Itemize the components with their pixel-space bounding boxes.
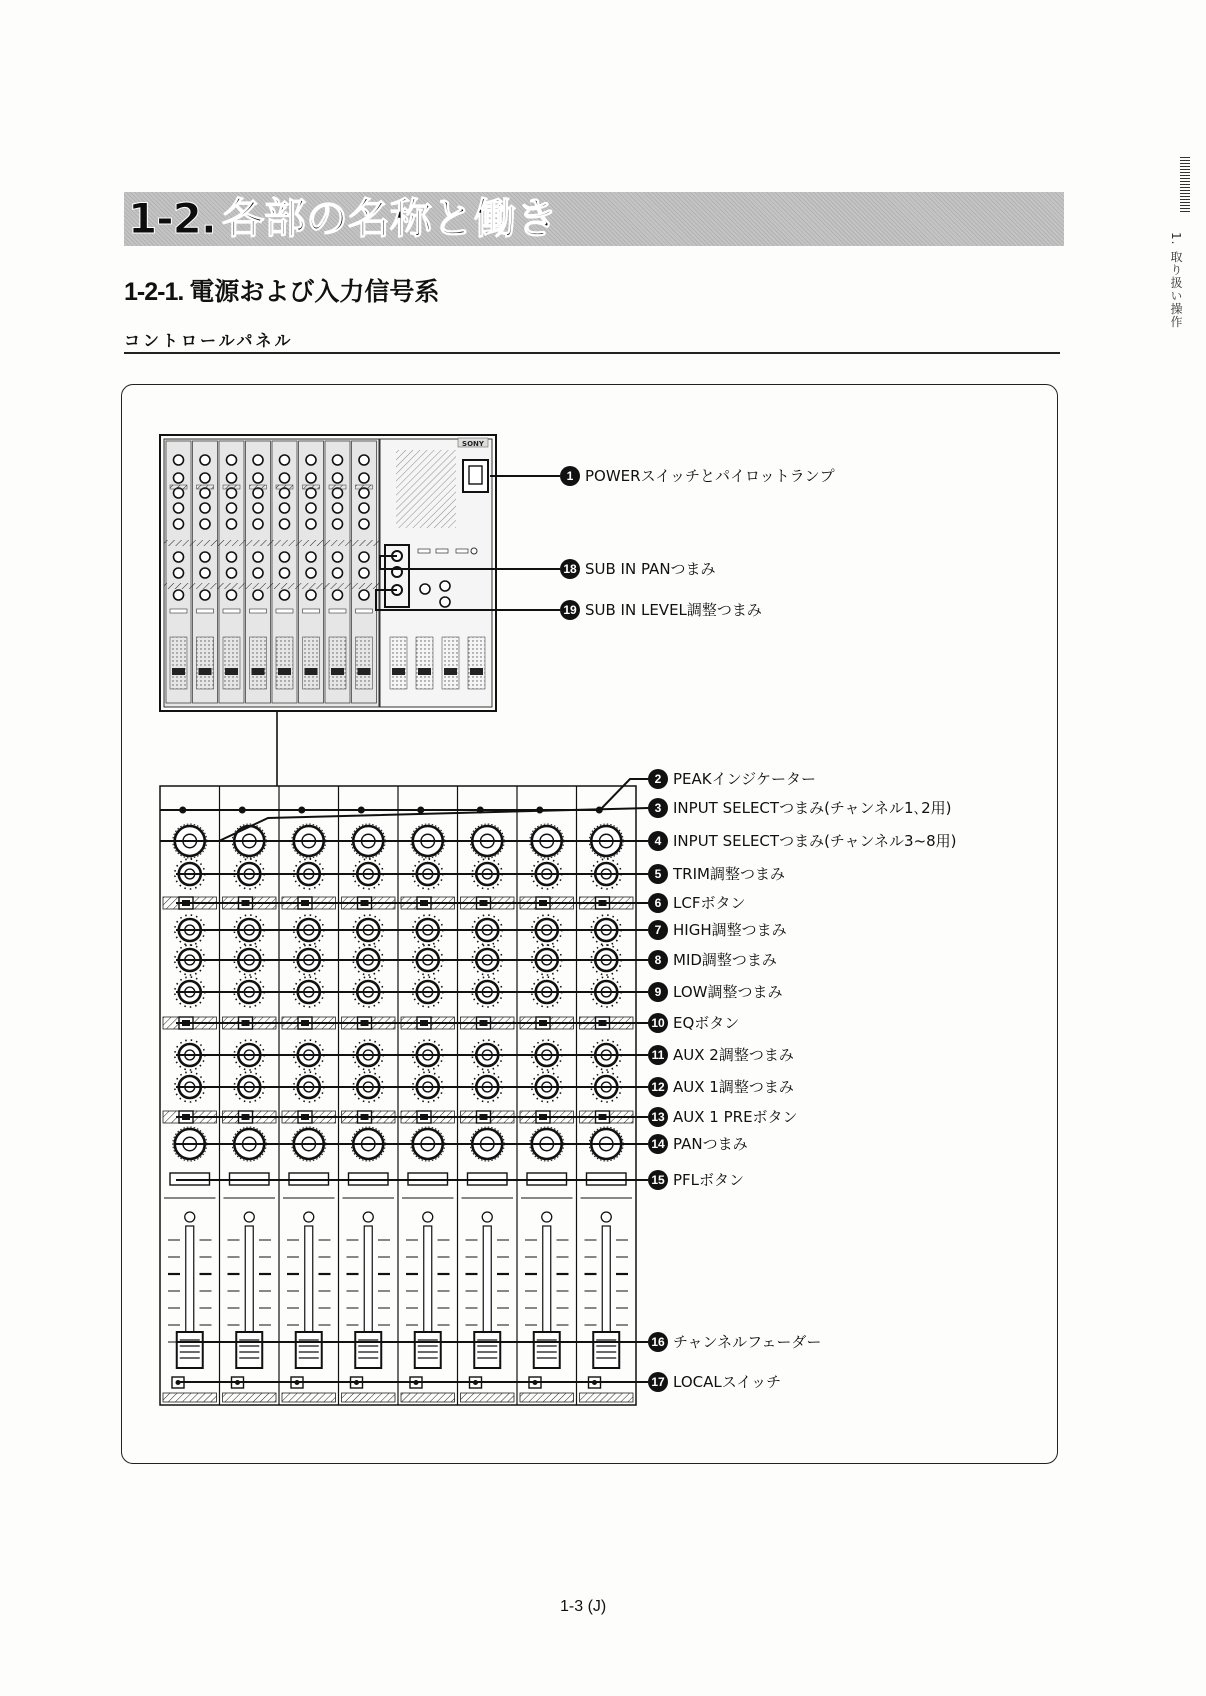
page-number: 1-3 (J): [560, 1598, 607, 1615]
overview-knob: [280, 503, 290, 513]
callout-number: 19: [563, 603, 577, 617]
callout-number: 14: [651, 1137, 665, 1151]
callout-label-12: AUX 1調整つまみ: [673, 1078, 794, 1096]
master-fader-knob: [470, 668, 483, 675]
callout-label-19: SUB IN LEVEL調整つまみ: [585, 601, 762, 619]
overview-button: [250, 609, 267, 613]
callout-number: 13: [651, 1110, 665, 1124]
master-fader-knob: [392, 668, 405, 675]
section-number: 1-2.: [128, 194, 216, 243]
callout-label-3: INPUT SELECTつまみ(チャンネル1､2用): [673, 799, 952, 817]
fader-screw: [185, 1212, 195, 1222]
overview-knob: [174, 552, 184, 562]
overview-knob: [253, 552, 263, 562]
fader-screw: [482, 1212, 492, 1222]
overview-knob: [200, 519, 210, 529]
callout-number: 15: [651, 1173, 665, 1187]
fader-knob: [534, 1332, 560, 1368]
callout-number: 7: [654, 923, 662, 937]
callout-label-9: LOW調整つまみ: [673, 983, 783, 1001]
overview-fader-knob: [172, 668, 185, 675]
brand-logo: SONY: [462, 440, 484, 448]
overview-button: [170, 485, 187, 489]
overview-knob: [200, 503, 210, 513]
overview-button: [303, 609, 320, 613]
callout-number: 17: [651, 1375, 665, 1389]
overview-fader-track: [250, 637, 267, 689]
overview-fader-knob: [358, 668, 371, 675]
overview-button: [276, 485, 293, 489]
overview-knob: [306, 488, 316, 498]
overview-button: [356, 609, 373, 613]
callout-label-5: TRIM調整つまみ: [673, 865, 785, 883]
overview-knob: [174, 473, 184, 483]
callout-number: 11: [651, 1048, 665, 1062]
fader-knob: [296, 1332, 322, 1368]
overview-knob: [359, 455, 369, 465]
overview-button: [250, 485, 267, 489]
overview-knob: [333, 488, 343, 498]
master-button: [456, 549, 468, 553]
overview-button: [329, 485, 346, 489]
overview-knob: [359, 473, 369, 483]
overview-knob: [280, 552, 290, 562]
overview-knob: [200, 455, 210, 465]
fader-knob: [236, 1332, 262, 1368]
leader-line: [160, 779, 648, 810]
overview-knob: [227, 568, 237, 578]
overview-knob: [227, 488, 237, 498]
master-knob: [440, 597, 450, 607]
overview-button: [303, 485, 320, 489]
overview-knob: [333, 455, 343, 465]
overview-knob: [253, 568, 263, 578]
overview-knob: [200, 552, 210, 562]
callout-label-17: LOCALスイッチ: [673, 1373, 782, 1391]
overview-fader-track: [356, 637, 373, 689]
overview-knob: [253, 473, 263, 483]
overview-button: [356, 485, 373, 489]
fader-screw: [363, 1212, 373, 1222]
subsection-number: 1-2-1.: [124, 278, 184, 306]
overview-fader-track: [170, 637, 187, 689]
callout-label-14: PANつまみ: [673, 1135, 748, 1153]
callout-label-8: MID調整つまみ: [673, 951, 777, 969]
overview-knob: [306, 552, 316, 562]
overview-knob: [359, 488, 369, 498]
callout-number: 6: [654, 896, 662, 910]
overview-knob: [253, 488, 263, 498]
master-button: [418, 549, 430, 553]
callout-number: 3: [654, 801, 662, 815]
overview-knob: [359, 552, 369, 562]
overview-knob: [333, 568, 343, 578]
fader-screw: [423, 1212, 433, 1222]
overview-knob: [200, 473, 210, 483]
overview-knob: [306, 519, 316, 529]
overview-knob: [174, 503, 184, 513]
master-fader-knob: [418, 668, 431, 675]
power-switch: [463, 460, 488, 492]
master-fader-track: [416, 637, 433, 689]
overview-fader-track: [276, 637, 293, 689]
sidebar-chapter-tab: 1. 取り扱い操作: [1169, 232, 1183, 329]
fader-knob: [474, 1332, 500, 1368]
bottom-stripe: [461, 1393, 515, 1402]
callout-label-10: EQボタン: [673, 1014, 740, 1032]
overview-knob: [227, 590, 237, 600]
overview-knob: [227, 552, 237, 562]
overview-fader-knob: [199, 668, 212, 675]
overview-knob: [174, 568, 184, 578]
overview-button: [170, 609, 187, 613]
callout-number: 1: [566, 469, 574, 483]
overview-knob: [333, 473, 343, 483]
overview-knob: [280, 568, 290, 578]
bottom-stripe: [163, 1393, 217, 1402]
master-fader-track: [390, 637, 407, 689]
panel-heading: コントロールパネル: [124, 331, 294, 350]
bottom-stripe: [282, 1393, 336, 1402]
master-knob: [420, 584, 430, 594]
master-fader-knob: [444, 668, 457, 675]
overview-knob: [174, 519, 184, 529]
overview-knob: [333, 503, 343, 513]
bottom-stripe: [401, 1393, 455, 1402]
overview-knob: [174, 455, 184, 465]
callout-label-11: AUX 2調整つまみ: [673, 1046, 794, 1064]
subsection-title: 電源および入力信号系: [189, 277, 440, 306]
overview-knob: [359, 590, 369, 600]
overview-knob: [227, 519, 237, 529]
bottom-stripe: [223, 1393, 277, 1402]
master-indicator: [471, 548, 477, 554]
callout-label-18: SUB IN PANつまみ: [585, 560, 716, 578]
fader-knob: [593, 1332, 619, 1368]
overview-fader-track: [303, 637, 320, 689]
callout-label-13: AUX 1 PREボタン: [673, 1108, 798, 1126]
callout-number: 8: [654, 953, 662, 967]
overview-knob: [359, 519, 369, 529]
overview-knob: [359, 503, 369, 513]
overview-fader-knob: [331, 668, 344, 675]
overview-fader-knob: [305, 668, 318, 675]
master-knob: [440, 581, 450, 591]
callout-number: 16: [651, 1335, 665, 1349]
fader-screw: [601, 1212, 611, 1222]
bottom-stripe: [520, 1393, 574, 1402]
overview-knob: [200, 488, 210, 498]
master-button: [436, 549, 448, 553]
callout-number: 18: [563, 562, 577, 576]
overview-fader-track: [223, 637, 240, 689]
overview-knob: [227, 503, 237, 513]
overview-knob: [200, 590, 210, 600]
overview-button: [276, 609, 293, 613]
overview-knob: [227, 455, 237, 465]
overview-knob: [200, 568, 210, 578]
overview-button: [223, 485, 240, 489]
callout-number: 9: [654, 985, 662, 999]
overview-button: [197, 609, 214, 613]
callout-label-4: INPUT SELECTつまみ(チャンネル3~8用): [673, 832, 957, 850]
callout-label-16: チャンネルフェーダー: [673, 1333, 822, 1351]
callout-number: 5: [654, 867, 662, 881]
overview-fader-knob: [225, 668, 238, 675]
bottom-stripe: [580, 1393, 634, 1402]
callout-number: 4: [654, 834, 662, 848]
overview-fader-knob: [252, 668, 265, 675]
overview-knob: [174, 590, 184, 600]
callout-number: 2: [654, 772, 662, 786]
overview-knob: [306, 590, 316, 600]
overview-knob: [280, 590, 290, 600]
overview-knob: [306, 568, 316, 578]
fader-knob: [415, 1332, 441, 1368]
callout-label-2: PEAKインジケーター: [673, 770, 816, 788]
overview-button: [197, 485, 214, 489]
fader-screw: [304, 1212, 314, 1222]
overview-fader-track: [329, 637, 346, 689]
overview-knob: [280, 519, 290, 529]
master-fader-track: [468, 637, 485, 689]
overview-knob: [306, 455, 316, 465]
overview-button: [223, 609, 240, 613]
overview-knob: [333, 590, 343, 600]
callout-label-6: LCFボタン: [673, 894, 746, 912]
callout-label-7: HIGH調整つまみ: [673, 921, 787, 939]
overview-knob: [333, 519, 343, 529]
fader-knob: [355, 1332, 381, 1368]
callout-label-15: PFLボタン: [673, 1171, 745, 1189]
overview-fader-knob: [278, 668, 291, 675]
overview-knob: [280, 455, 290, 465]
callout-number: 12: [651, 1080, 665, 1094]
overview-knob: [359, 568, 369, 578]
overview-fader-track: [197, 637, 214, 689]
overview-knob: [280, 488, 290, 498]
fader-screw: [244, 1212, 254, 1222]
overview-stripe: [164, 583, 379, 589]
meter-area: [396, 450, 456, 528]
overview-knob: [253, 503, 263, 513]
bottom-stripe: [342, 1393, 396, 1402]
overview-knob: [174, 488, 184, 498]
channel-strips-detail: [160, 786, 636, 1405]
overview-knob: [333, 552, 343, 562]
overview-knob: [253, 455, 263, 465]
overview-knob: [280, 473, 290, 483]
overview-button: [329, 609, 346, 613]
overview-knob: [253, 590, 263, 600]
section-title: 各部の名称と働き: [222, 194, 559, 243]
fader-knob: [177, 1332, 203, 1368]
overview-stripe: [164, 540, 379, 546]
master-fader-track: [442, 637, 459, 689]
overview-knob: [253, 519, 263, 529]
callout-label-1: POWERスイッチとパイロットランプ: [585, 467, 835, 485]
callout-number: 10: [651, 1016, 665, 1030]
overview-knob: [306, 503, 316, 513]
overview-knob: [306, 473, 316, 483]
fader-screw: [542, 1212, 552, 1222]
overview-knob: [227, 473, 237, 483]
